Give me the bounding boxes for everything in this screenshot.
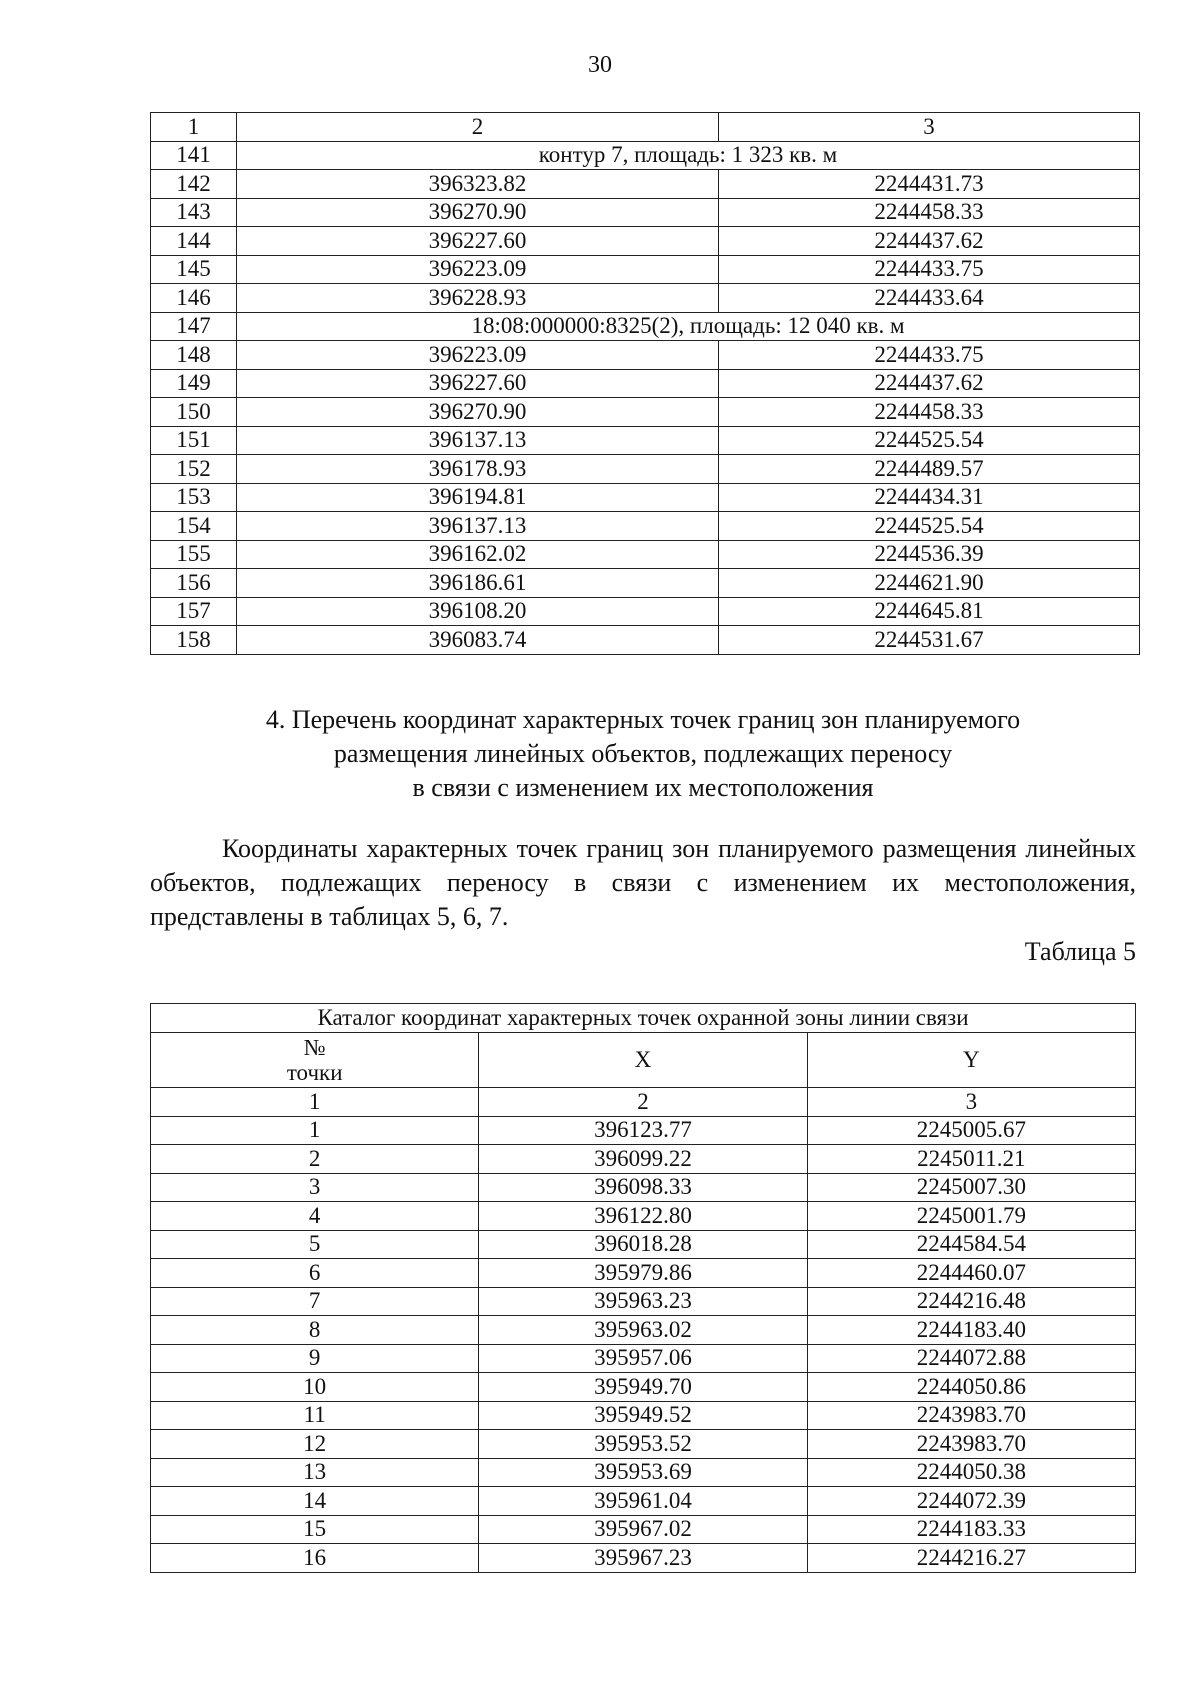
table-row (151, 569, 1140, 598)
column-number-cell: 3 (719, 113, 1140, 142)
y-coordinate-cell: 2244433.64 (719, 284, 1140, 313)
x-coordinate-cell: 396227.60 (237, 227, 719, 256)
table-row (151, 626, 1140, 655)
point-number-cell: 145 (151, 255, 237, 284)
y-coordinate-cell: 2244216.27 (807, 1544, 1135, 1573)
x-header: X (479, 1033, 807, 1088)
point-number-cell: 148 (151, 341, 237, 370)
point-number-cell: 5 (151, 1230, 479, 1259)
table-row (151, 1202, 1136, 1231)
y-coordinate-cell: 2244489.57 (719, 455, 1140, 484)
y-coordinate-cell: 2245005.67 (807, 1116, 1135, 1145)
table-row (151, 1116, 1136, 1145)
point-number-cell: 155 (151, 540, 237, 569)
point-number-cell: 1 (151, 1116, 479, 1145)
point-number-cell: 10 (151, 1373, 479, 1402)
y-coordinate-cell: 2244584.54 (807, 1230, 1135, 1259)
table-row (151, 1487, 1136, 1516)
column-number-row (151, 113, 1140, 142)
point-number-cell: 147 (151, 312, 237, 341)
point-number-cell: 12 (151, 1430, 479, 1459)
x-coordinate-cell: 396137.13 (237, 512, 719, 541)
table-row (151, 398, 1140, 427)
x-coordinate-cell: 395961.04 (479, 1487, 807, 1516)
table-row (151, 170, 1140, 199)
x-coordinate-cell: 396137.13 (237, 426, 719, 455)
x-coordinate-cell: 396122.80 (479, 1202, 807, 1231)
y-coordinate-cell: 2244645.81 (719, 597, 1140, 626)
x-coordinate-cell: 395967.02 (479, 1515, 807, 1544)
table-row (151, 1173, 1136, 1202)
section-heading-line: 4. Перечень координат характерных точек границ зон планируемого (265, 705, 1021, 734)
point-number-cell: 151 (151, 426, 237, 455)
y-coordinate-cell: 2244072.88 (807, 1344, 1135, 1373)
x-coordinate-cell: 395963.02 (479, 1316, 807, 1345)
point-number-cell: 144 (151, 227, 237, 256)
coordinates-table-continued (150, 112, 1140, 655)
column-number-cell: 2 (237, 113, 719, 142)
column-number-cell: 1 (151, 113, 237, 142)
point-number-cell: 15 (151, 1515, 479, 1544)
x-coordinate-cell: 396099.22 (479, 1145, 807, 1174)
table-row (151, 597, 1140, 626)
section-heading-line: размещения линейных объектов, подлежащих переносу (333, 739, 953, 768)
x-coordinate-cell: 395949.52 (479, 1401, 807, 1430)
y-coordinate-cell: 2244458.33 (719, 398, 1140, 427)
x-coordinate-cell: 396098.33 (479, 1173, 807, 1202)
table-row (151, 312, 1140, 341)
x-coordinate-cell: 396083.74 (237, 626, 719, 655)
table-row (151, 1230, 1136, 1259)
point-number-cell: 143 (151, 198, 237, 227)
point-number-cell: 150 (151, 398, 237, 427)
section-heading-line: в связи с изменением их местоположения (412, 773, 874, 802)
point-number-cell: 16 (151, 1544, 479, 1573)
column-number-cell: 3 (807, 1088, 1135, 1117)
point-number-cell: 142 (151, 170, 237, 199)
point-number-cell: 157 (151, 597, 237, 626)
y-coordinate-cell: 2244183.40 (807, 1316, 1135, 1345)
y-coordinate-cell: 2244433.75 (719, 255, 1140, 284)
y-coordinate-cell: 2244183.33 (807, 1515, 1135, 1544)
point-number-cell: 141 (151, 141, 237, 170)
y-coordinate-cell: 2244621.90 (719, 569, 1140, 598)
table-row (151, 1344, 1136, 1373)
x-coordinate-cell: 396223.09 (237, 341, 719, 370)
x-coordinate-cell: 395967.23 (479, 1544, 807, 1573)
point-label: точки (286, 1060, 343, 1085)
x-coordinate-cell: 396108.20 (237, 597, 719, 626)
y-coordinate-cell: 2244437.62 (719, 369, 1140, 398)
x-coordinate-cell: 396018.28 (479, 1230, 807, 1259)
table-row (151, 255, 1140, 284)
table-header-row (151, 1033, 1136, 1088)
y-coordinate-cell: 2244434.31 (719, 483, 1140, 512)
table-row (151, 1287, 1136, 1316)
column-number-cell: 1 (151, 1088, 479, 1117)
x-coordinate-cell: 395953.52 (479, 1430, 807, 1459)
body-paragraph: Координаты характерных точек границ зон планируемого размещения линейных объектов, подлежащих переносу в связи с изменением их местоположения, представлены в таблицах 5, 6, 7. (150, 834, 1136, 931)
number-sign: № (303, 1035, 326, 1060)
table-caption-row (151, 1004, 1136, 1033)
table-row (151, 483, 1140, 512)
column-number-cell: 2 (479, 1088, 807, 1117)
x-coordinate-cell: 395949.70 (479, 1373, 807, 1402)
y-coordinate-cell: 2244216.48 (807, 1287, 1135, 1316)
table-row (151, 1259, 1136, 1288)
column-number-row (151, 1088, 1136, 1117)
point-number-cell: 153 (151, 483, 237, 512)
point-number-cell: 13 (151, 1458, 479, 1487)
contour-label-cell: контур 7, площадь: 1 323 кв. м (237, 141, 1140, 170)
table-row (151, 1544, 1136, 1573)
table-row (151, 1430, 1136, 1459)
y-coordinate-cell: 2244072.39 (807, 1487, 1135, 1516)
point-number-cell: 3 (151, 1173, 479, 1202)
y-coordinate-cell: 2244433.75 (719, 341, 1140, 370)
table-5-body (151, 1004, 1136, 1573)
y-coordinate-cell: 2245001.79 (807, 1202, 1135, 1231)
point-number-cell: 6 (151, 1259, 479, 1288)
y-coordinate-cell: 2244460.07 (807, 1259, 1135, 1288)
table-row (151, 198, 1140, 227)
table-row (151, 1373, 1136, 1402)
coordinates-table-body (151, 113, 1140, 655)
y-coordinate-cell: 2244525.54 (719, 512, 1140, 541)
point-number-header (151, 1033, 479, 1088)
y-coordinate-cell: 2244050.86 (807, 1373, 1135, 1402)
x-coordinate-cell: 396228.93 (237, 284, 719, 313)
section-heading (150, 703, 1136, 805)
table-5 (150, 1003, 1136, 1573)
table-caption: Каталог координат характерных точек охранной зоны линии связи (151, 1004, 1136, 1033)
table-row (151, 1401, 1136, 1430)
page-number: 30 (588, 52, 612, 78)
point-number-cell: 149 (151, 369, 237, 398)
x-coordinate-cell: 396323.82 (237, 170, 719, 199)
point-number-cell: 7 (151, 1287, 479, 1316)
table-row (151, 141, 1140, 170)
table-row (151, 227, 1140, 256)
y-coordinate-cell: 2244536.39 (719, 540, 1140, 569)
y-coordinate-cell: 2245011.21 (807, 1145, 1135, 1174)
point-number-cell: 14 (151, 1487, 479, 1516)
point-number-cell: 158 (151, 626, 237, 655)
table-label: Таблица 5 (1024, 937, 1136, 966)
table-row (151, 284, 1140, 313)
point-number-cell: 11 (151, 1401, 479, 1430)
x-coordinate-cell: 396123.77 (479, 1116, 807, 1145)
table-row (151, 341, 1140, 370)
point-number-cell: 8 (151, 1316, 479, 1345)
y-coordinate-cell: 2243983.70 (807, 1401, 1135, 1430)
table-row (151, 512, 1140, 541)
x-coordinate-cell: 396162.02 (237, 540, 719, 569)
x-coordinate-cell: 395979.86 (479, 1259, 807, 1288)
y-coordinate-cell: 2244525.54 (719, 426, 1140, 455)
y-coordinate-cell: 2244531.67 (719, 626, 1140, 655)
y-coordinate-cell: 2244458.33 (719, 198, 1140, 227)
x-coordinate-cell: 395963.23 (479, 1287, 807, 1316)
point-number-cell: 146 (151, 284, 237, 313)
table-row (151, 1316, 1136, 1345)
x-coordinate-cell: 396178.93 (237, 455, 719, 484)
table-row (151, 455, 1140, 484)
table-row (151, 540, 1140, 569)
y-coordinate-cell: 2244050.38 (807, 1458, 1135, 1487)
y-coordinate-cell: 2245007.30 (807, 1173, 1135, 1202)
point-number-cell: 152 (151, 455, 237, 484)
point-number-cell: 156 (151, 569, 237, 598)
x-coordinate-cell: 396186.61 (237, 569, 719, 598)
x-coordinate-cell: 396227.60 (237, 369, 719, 398)
point-number-cell: 9 (151, 1344, 479, 1373)
x-coordinate-cell: 395957.06 (479, 1344, 807, 1373)
x-coordinate-cell: 396223.09 (237, 255, 719, 284)
table-row (151, 1515, 1136, 1544)
y-coordinate-cell: 2244437.62 (719, 227, 1140, 256)
table-row (151, 369, 1140, 398)
point-number-cell: 2 (151, 1145, 479, 1174)
point-number-cell: 154 (151, 512, 237, 541)
y-coordinate-cell: 2243983.70 (807, 1430, 1135, 1459)
x-coordinate-cell: 396194.81 (237, 483, 719, 512)
x-coordinate-cell: 395953.69 (479, 1458, 807, 1487)
contour-label-cell: 18:08:000000:8325(2), площадь: 12 040 кв. м (237, 312, 1140, 341)
table-row (151, 1145, 1136, 1174)
table-row (151, 426, 1140, 455)
x-coordinate-cell: 396270.90 (237, 198, 719, 227)
x-coordinate-cell: 396270.90 (237, 398, 719, 427)
y-header: Y (807, 1033, 1135, 1088)
table-row (151, 1458, 1136, 1487)
point-number-cell: 4 (151, 1202, 479, 1231)
y-coordinate-cell: 2244431.73 (719, 170, 1140, 199)
